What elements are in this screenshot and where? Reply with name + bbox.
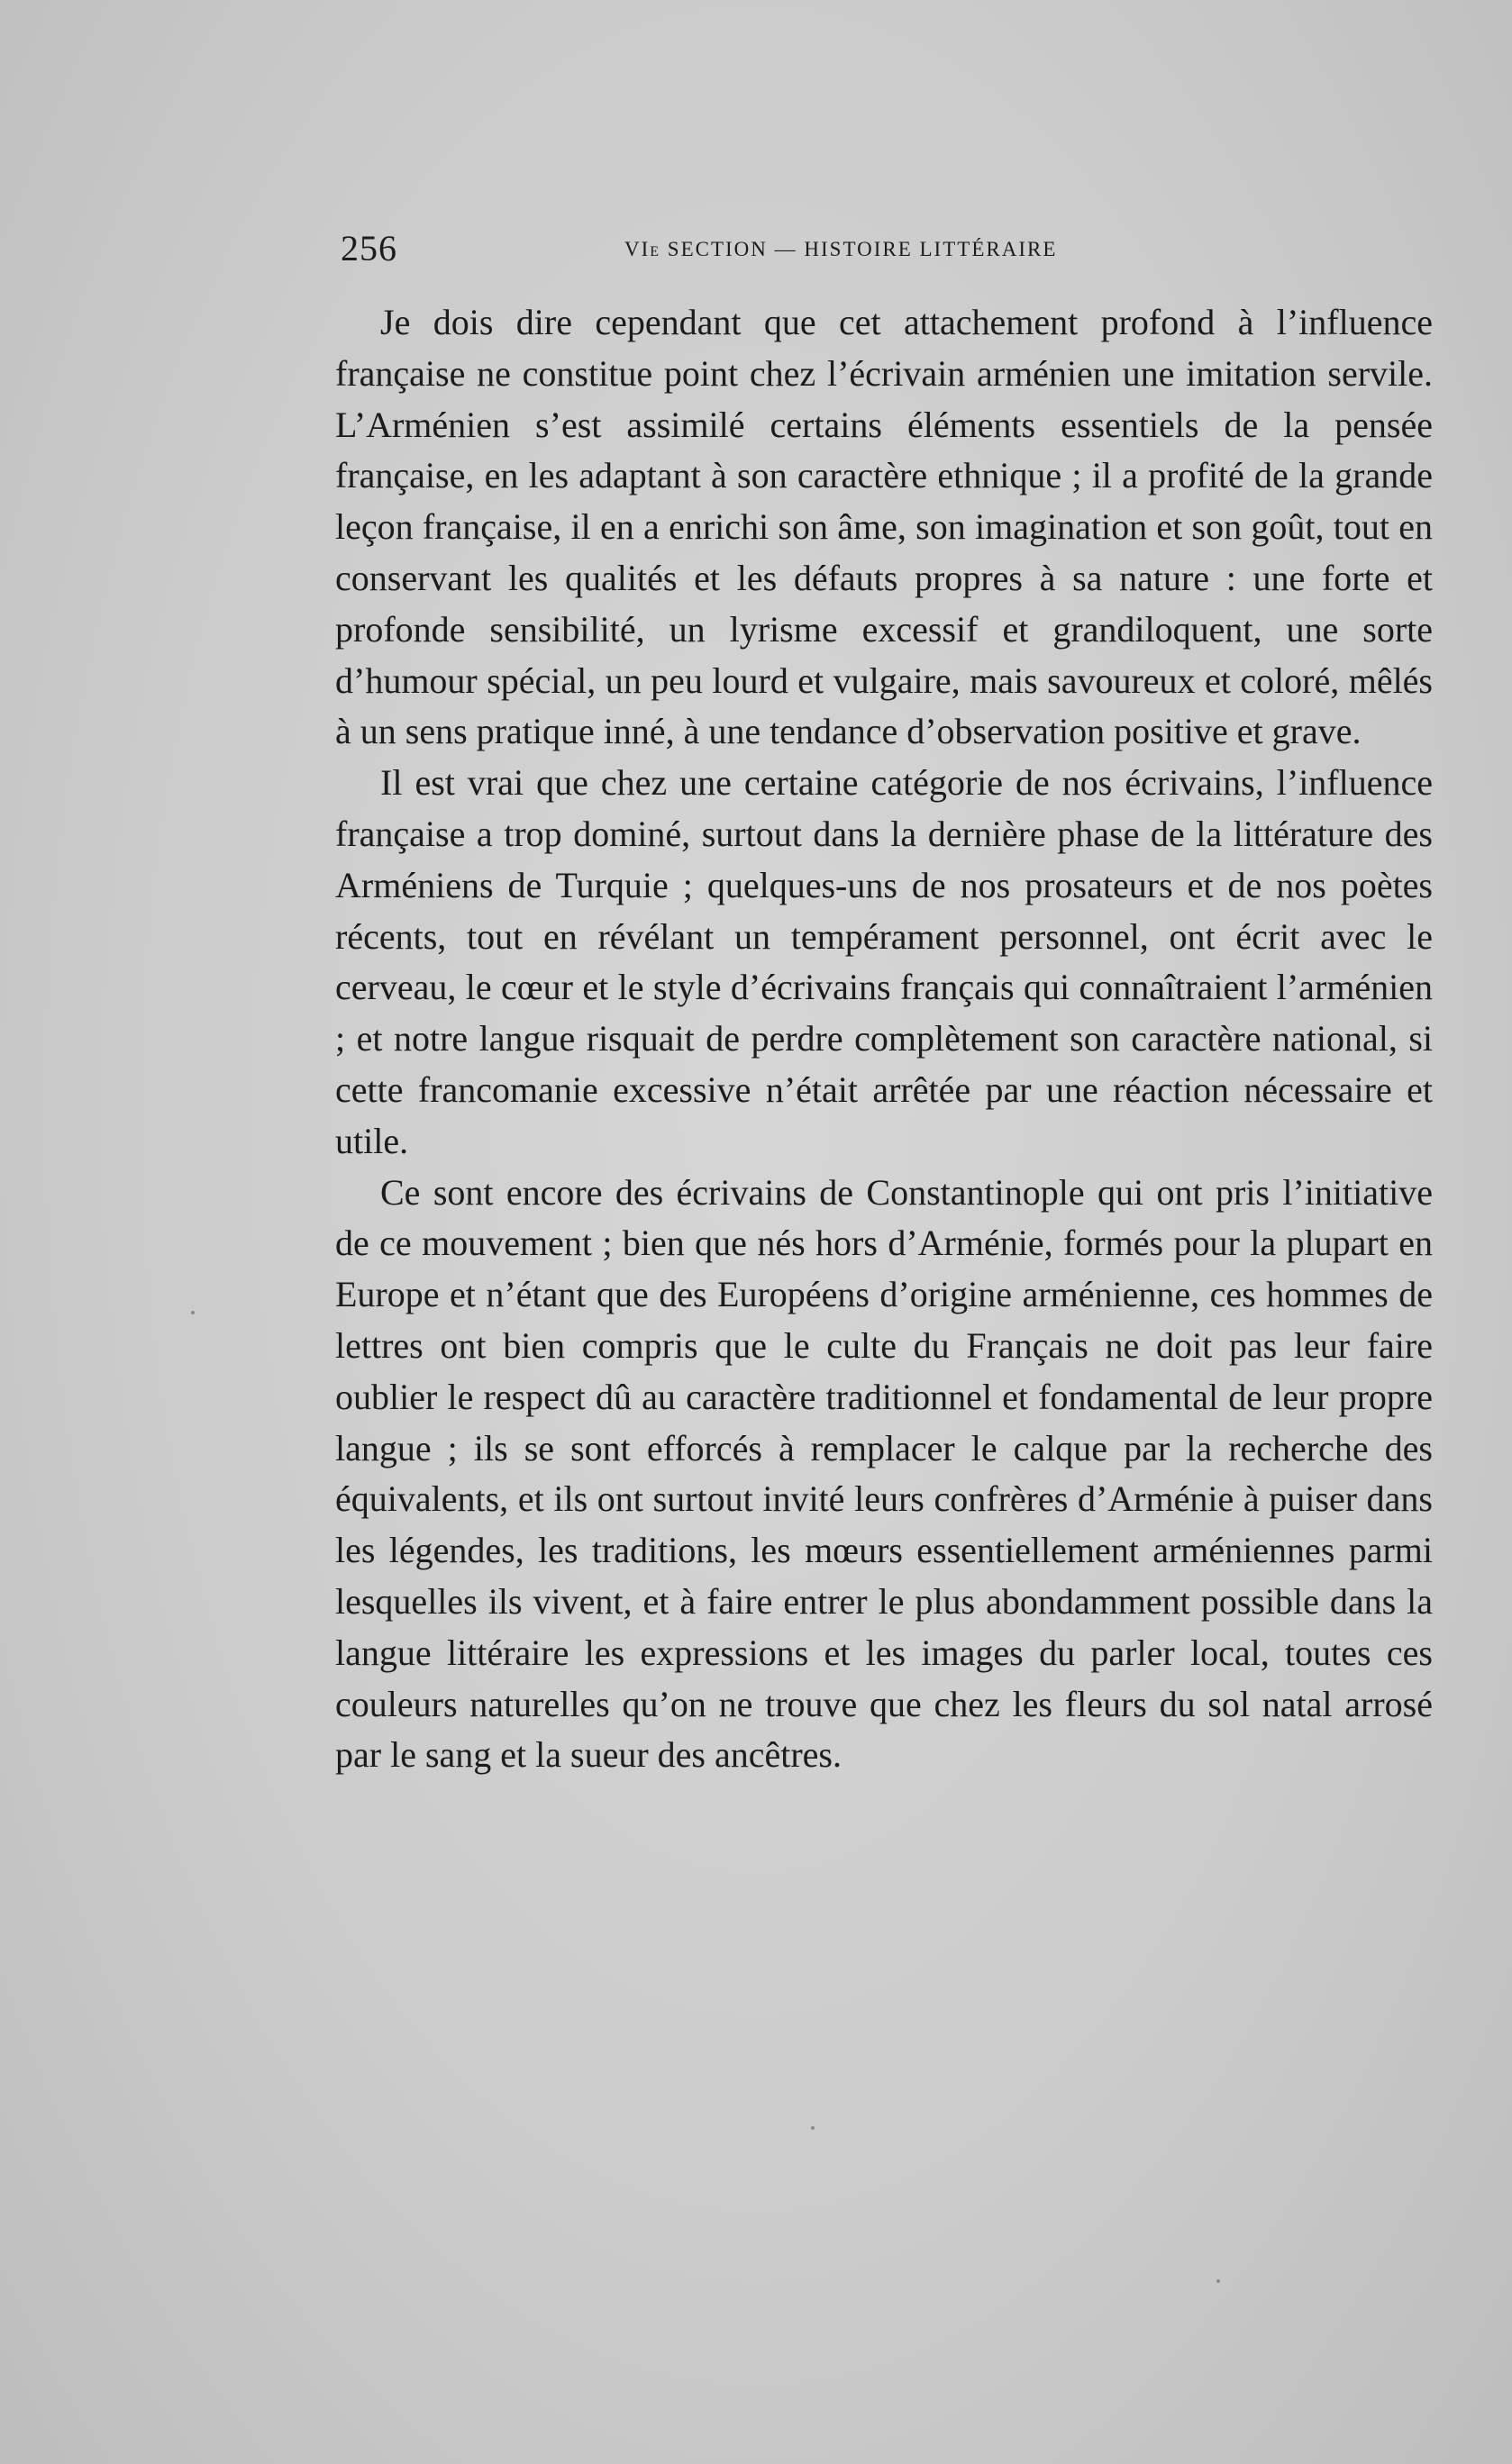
running-head: VIe SECTION — HISTOIRE LITTÉRAIRE (624, 238, 1058, 260)
paragraph-3: Ce sont encore des écrivains de Constantinople qui ont pris l’initiative de ce mouvement ; bien que nés hors d’Arménie, formés pour la plupart en Europe et n’étant que des Européens d’origine arménienne, ces hommes de lettres ont bien compris que le culte du Français ne doit pas leur faire oublier le respect dû au caractère traditionnel et fondamental de leur propre langue ; ils se sont efforcés à remplacer le calque par la recherche des équivalents, et ils ont surtout invité leurs confrères d’Arménie à puiser dans les légendes, les traditions, les mœurs essentiellement arméniennes parmi lesquelles ils vivent, et à faire entrer le plus abondamment possible dans la langue littéraire les expressions et les images du parler local, toutes ces couleurs naturelles qu’on ne trouve que chez les fleurs du sol natal arrosé par le sang et la sueur des ancêtres. (335, 1171, 1433, 1776)
page-header (341, 227, 1431, 272)
body-text (335, 297, 1433, 1781)
paper-speck (811, 2126, 815, 2130)
paper-speck (1216, 2279, 1220, 2283)
paragraph-1: Je dois dire cependant que cet attachement profond à l’influence française ne constitue point chez l’écrivain arménien une imitation servile. L’Arménien s’est assimilé certains éléments essentiels de la pensée française, en les adaptant à son caractère ethnique ; il a profité de la grande leçon française, il en a enrichi son âme, son imagination et son goût, tout en conservant les qualités et les défauts propres à sa nature : une forte et profonde sensibilité, un lyrisme excessif et grandiloquent, une sorte d’humour spécial, un peu lourd et vulgaire, mais savoureux et coloré, mêlés à un sens pratique inné, à une tendance d’observation positive et grave. (335, 302, 1433, 752)
page-number: 256 (341, 228, 397, 268)
paragraph-2: Il est vrai que chez une certaine catégorie de nos écrivains, l’influence française a trop dominé, surtout dans la dernière phase de la littérature des Arméniens de Turquie ; quelques-uns de nos prosateurs et de nos poètes récents, tout en révélant un tempérament personnel, ont écrit avec le cerveau, le cœur et le style d’écrivains français qui connaîtraient l’arménien ; et notre langue risquait de perdre complètement son caractère national, si cette francomanie excessive n’était arrêtée par une réaction nécessaire et utile. (335, 762, 1433, 1161)
paper-speck (191, 1311, 195, 1314)
